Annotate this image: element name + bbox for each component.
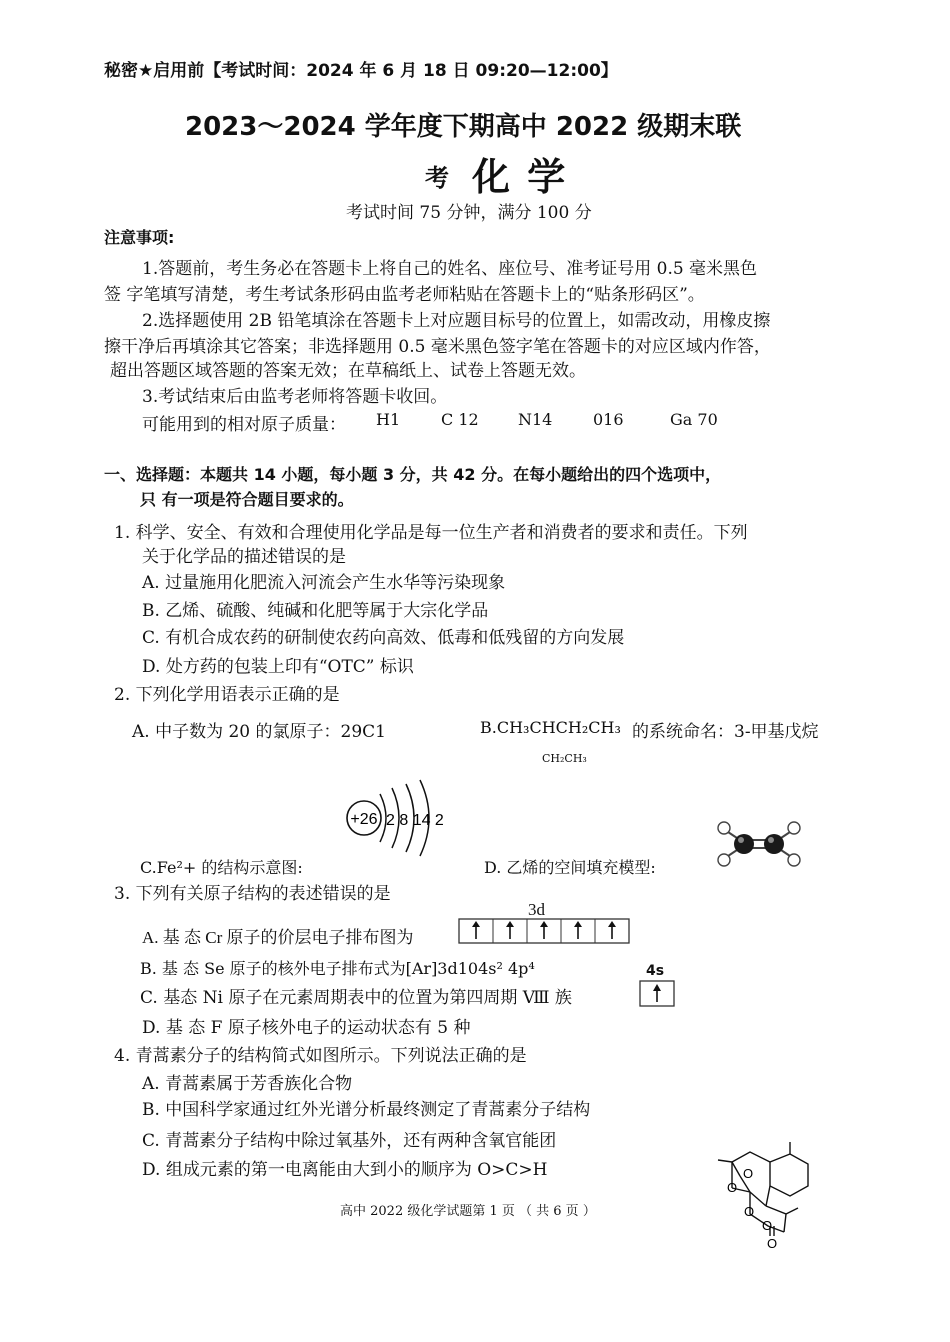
notice-item-1b: 签 字笔填写清楚，考生考试条形码由监考老师粘贴在答题卡上的“贴条形码区”。 — [104, 285, 705, 305]
q1-stem-a: 1. 科学、安全、有效和合理使用化学品是每一位生产者和消费者的要求和责任。下列 — [114, 523, 748, 543]
atomic-mass-o: 016 — [593, 410, 624, 429]
q4-stem: 4. 青蒿素分子的结构简式如图所示。下列说法正确的是 — [114, 1046, 527, 1066]
q4-option-a: A. 青蒿素属于芳香族化合物 — [142, 1074, 353, 1094]
q1-option-a: A. 过量施用化肥流入河流会产生水华等污染现象 — [142, 573, 506, 593]
artemisinin-atom-o2: O — [727, 1180, 738, 1195]
q3-option-c: C. 基态 Ni 原子在元素周期表中的位置为第四周期 Ⅷ 族 — [140, 988, 572, 1008]
atomic-mass-n: N14 — [518, 410, 553, 429]
fe-ion-structure-diagram — [340, 778, 458, 860]
artemisinin-atom-o4: O — [762, 1218, 773, 1233]
q2-option-b-text: 的系统命名：3-甲基戊烷 — [632, 722, 819, 742]
exam-title: 2023～2024 学年度下期高中 2022 级期末联 — [185, 112, 742, 142]
q3-4s-label: 4s — [646, 963, 665, 979]
q4-option-d: D. 组成元素的第一电离能由大到小的顺序为 O>C>H — [142, 1160, 548, 1180]
notice-item-2a: 2.选择题使用 2B 铅笔填涂在答题卡上对应题目标号的位置上，如需改动，用橡皮擦 — [142, 311, 771, 331]
confidential-header: 秘密★启用前【考试时间：2024 年 6 月 18 日 09:20—12:00】 — [104, 61, 618, 81]
q2-option-b-branch: CH₂CH₃ — [542, 752, 587, 765]
q1-option-c: C. 有机合成农药的研制使农药向高效、低毒和低残留的方向发展 — [142, 628, 625, 648]
q2-option-c: C.Fe²+ 的结构示意图: — [140, 858, 303, 877]
section1-heading-b: 只 有一项是符合题目要求的。 — [140, 490, 354, 509]
exam-subject: 化 学 — [472, 155, 568, 199]
atomic-mass-c: C 12 — [441, 410, 479, 429]
q1-option-d: D. 处方药的包装上印有“OTC” 标识 — [142, 657, 414, 677]
q2-option-b-formula: B.CH₃CHCH₂CH₃ — [480, 718, 621, 737]
section1-heading-a: 一、选择题：本题共 14 小题，每小题 3 分，共 42 分。在每小题给出的四个选项中， — [104, 465, 722, 484]
q3-option-d: D. 基 态 F 原子核外电子的运动状态有 5 种 — [142, 1018, 471, 1038]
atomic-mass-label: 可能用到的相对原子质量： — [142, 415, 346, 435]
artemisinin-atom-o3: O — [744, 1204, 755, 1219]
notice-item-2b: 擦干净后再填涂其它答案；非选择题用 0.5 毫米黑色签字笔在答题卡的对应区域内作答， — [104, 337, 771, 357]
q2-option-a: A. 中子数为 20 的氯原子：29C1 — [132, 722, 386, 742]
q1-option-b: B. 乙烯、硫酸、纯碱和化肥等属于大宗化学品 — [142, 601, 489, 621]
q2-option-d: D. 乙烯的空间填充模型: — [484, 858, 656, 877]
atomic-mass-ga: Ga 70 — [670, 410, 718, 429]
fe-nucleus-label: +26 — [350, 811, 378, 828]
q1-stem-b: 关于化学品的描述错误的是 — [142, 547, 346, 567]
exam-title-kao: 考 — [425, 164, 449, 192]
cr-4s-orbital-diagram — [639, 980, 675, 1007]
notice-item-2c: 超出答题区域答题的答案无效；在草稿纸上、试卷上答题无效。 — [110, 361, 586, 381]
ethylene-model-icon — [712, 816, 806, 872]
artemisinin-atom-o5: O — [767, 1236, 778, 1250]
notice-heading: 注意事项: — [104, 228, 175, 247]
q3-option-a: A. 基 态 Cr 原子的价层电子排布图为 — [142, 928, 414, 947]
cr-3d-orbital-diagram — [458, 918, 630, 944]
q4-option-c: C. 青蒿素分子结构中除过氧基外，还有两种含氧官能团 — [142, 1131, 557, 1151]
page-footer: 高中 2022 级化学试题第 1 页 （ 共 6 页 ） — [340, 1204, 596, 1219]
notice-item-3: 3.考试结束后由监考老师将答题卡收回。 — [142, 387, 448, 407]
fe-shell-electrons: 2 8 14 2 — [386, 812, 444, 829]
q3-stem: 3. 下列有关原子结构的表述错误的是 — [114, 884, 391, 904]
artemisinin-atom-o1: O — [743, 1166, 754, 1181]
artemisinin-structure-diagram — [710, 1140, 820, 1250]
atomic-mass-h: H1 — [376, 410, 401, 429]
notice-item-1a: 1.答题前，考生务必在答题卡上将自己的姓名、座位号、准考证号用 0.5 毫米黑色 — [142, 259, 758, 279]
q3-option-b: B. 基 态 Se 原子的核外电子排布式为[Ar]3d104s² 4p⁴ — [140, 959, 535, 978]
q3-3d-label: 3d — [528, 900, 545, 919]
q4-option-b: B. 中国科学家通过红外光谱分析最终测定了青蒿素分子结构 — [142, 1100, 591, 1120]
q2-stem: 2. 下列化学用语表示正确的是 — [114, 685, 340, 705]
exam-info: 考试时间 75 分钟，满分 100 分 — [346, 203, 592, 223]
